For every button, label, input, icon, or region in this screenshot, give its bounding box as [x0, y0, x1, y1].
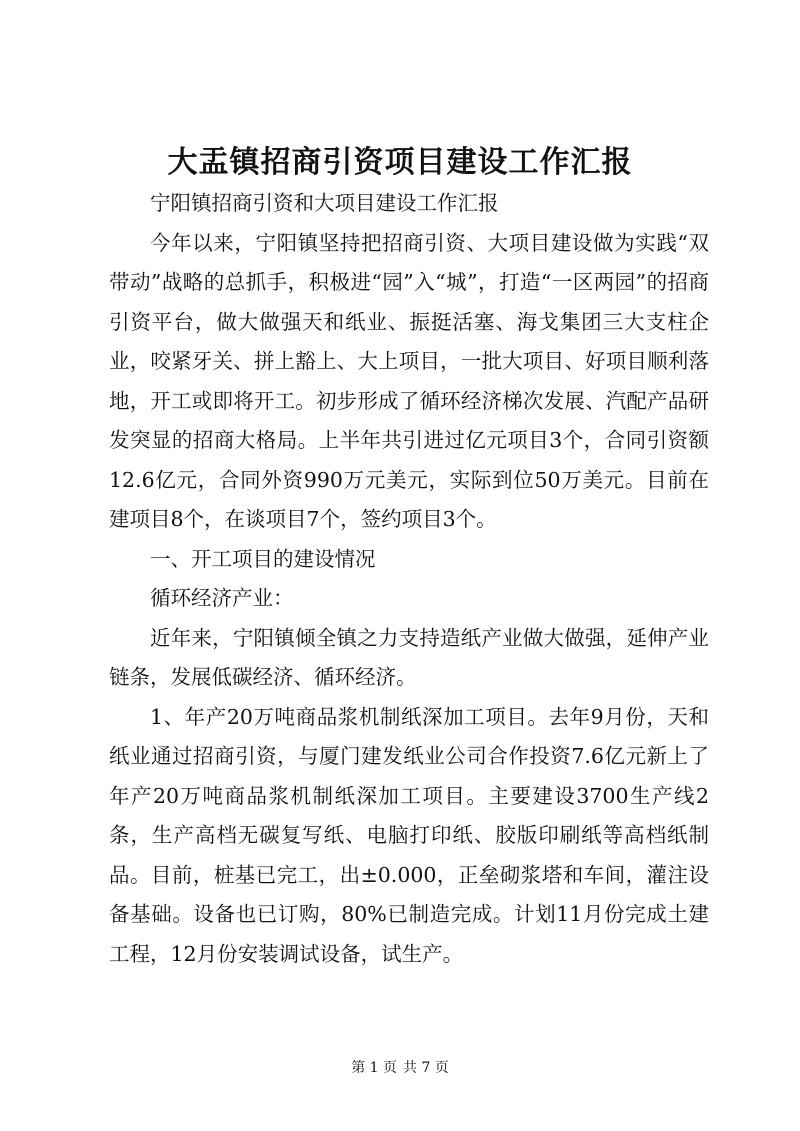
body-paragraph: 近年来，宁阳镇倾全镇之力支持造纸产业做大做强，延伸产业链条，发展低碳经济、循环经济。	[109, 625, 709, 689]
intro-paragraph: 今年以来，宁阳镇坚持把招商引资、大项目建设做为实践“双带动”战略的总抓手，积极进“园”入“城”，打造“一区两园”的招商引资平台，做大做强天和纸业、振挺活塞、海戈集团三大支柱企业，咬紧牙关、拼上豁上、大上项目，一批大项目、好项目顺利落地，开工或即将开工。初步形成了循环经济梯次发展、汽配产品研发突显的招商大格局。上半年共引进过亿元项目3个，合同引资额12.6亿元，合同外资990万元美元，实际到位50万美元。目前在建项目8个，在谈项目7个，签约项目3个。	[109, 230, 709, 531]
page-number: 第 1 页	[351, 1060, 397, 1076]
section-heading: 一、开工项目的建设情况	[150, 546, 376, 571]
subsection-heading: 循环经济产业：	[150, 586, 294, 610]
document-title: 大盂镇招商引资项目建设工作汇报	[167, 145, 633, 180]
document-body	[109, 184, 709, 974]
project-paragraph: 1、年产20万吨商品浆机制纸深加工项目。去年9月份，天和纸业通过招商引资，与厦门建发纸业公司合作投资7.6亿元新上了年产20万吨商品浆机制纸深加工项目。主要建设3700生产线2条，生产高档无碳复写纸、电脑打印纸、胶版印刷纸等高档纸制品。目前，桩基已完工，出±0.000，正垒砌浆塔和车间，灌注设备基础。设备也已订购，80%已制造完成。计划11月份完成土建工程，12月份安装调试设备，试生产。	[109, 704, 709, 966]
page-footer	[0, 1058, 800, 1078]
page-total: 共 7 页	[403, 1060, 449, 1076]
subtitle-paragraph: 宁阳镇招商引资和大项目建设工作汇报	[150, 191, 499, 215]
